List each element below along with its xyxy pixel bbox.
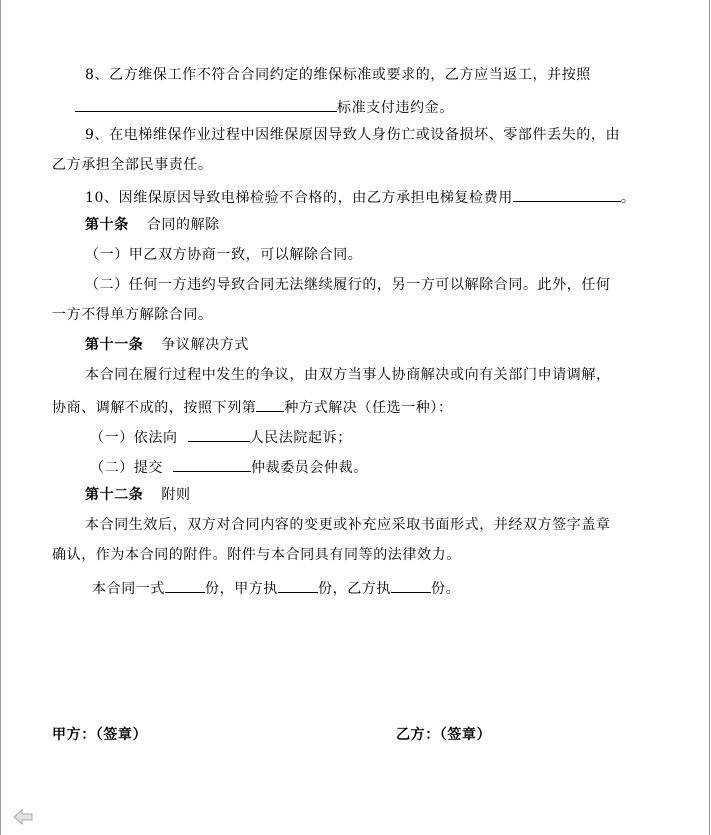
signature-party-a: 甲方：（签章）: [52, 727, 148, 743]
article-10-item-2-text: （二）任何一方违约导致合同无法继续履行的，另一方可以解除合同。此外，任何: [85, 277, 611, 293]
article-11-para-line-2: [52, 396, 453, 417]
article-11-heading: 第十一条: [85, 337, 144, 353]
blank-party-a-copies: [278, 577, 318, 593]
page-border-left: [0, 0, 1, 835]
blank-standard: [75, 96, 337, 112]
copies-line: [92, 577, 460, 598]
article-10-heading-line: [85, 216, 220, 234]
clause-8-line-2: [75, 96, 454, 117]
clause-9-line-2: [52, 156, 213, 174]
article-11-option-2: [90, 456, 368, 477]
clause-8-text: 8、乙方维保工作不符合合同约定的维保标准或要求的，乙方应当返工，并按照: [85, 67, 591, 83]
article-10-heading: 第十条: [85, 217, 129, 233]
article-12-title: 附则: [161, 487, 191, 503]
option-2-post: 仲裁委员会仲裁。: [251, 460, 368, 476]
clause-9-text: 9、在电梯维保作业过程中因维保原因导致人身伤亡或设备损坏、零部件丢失的，由: [85, 127, 621, 143]
article-11-para-post: 种方式解决（任选一种）：: [284, 400, 453, 416]
clause-8-tail: 标准支付违约金。: [337, 100, 454, 116]
clause-10-text: 10、因维保原因导致电梯检验不合格的，由乙方承担电梯复检费用: [85, 190, 513, 206]
blank-party-b-copies: [391, 577, 431, 593]
blank-total-copies: [165, 577, 205, 593]
option-1-pre: （一）依法向: [90, 430, 178, 446]
blank-arbitration-name: [173, 456, 251, 472]
page-border-right: [709, 0, 710, 835]
article-11-heading-line: [85, 336, 249, 354]
article-10-item-1-text: （一）甲乙双方协商一致，可以解除合同。: [85, 247, 363, 263]
article-12-para-line-2: [52, 546, 461, 564]
back-arrow-icon[interactable]: [12, 808, 34, 826]
copies-text-1: 本合同一式: [92, 581, 165, 597]
option-1-post: 人民法院起诉；: [249, 430, 352, 446]
article-11-para-line-1: [85, 366, 611, 384]
article-11-para-pre: 协商、调解不成的，按照下列第: [52, 400, 257, 416]
article-12-heading-line: [85, 486, 191, 504]
clause-9-line-1: [85, 126, 620, 144]
article-12-para-line-1: [85, 516, 611, 534]
signature-party-b: 乙方：（签章）: [396, 727, 492, 743]
copies-text-2: 份，甲方执: [205, 581, 278, 597]
clause-9-tail: 乙方承担全部民事责任。: [52, 157, 213, 173]
article-12-para-tail: 确认，作为本合同的附件。附件与本合同具有同等的法律效力。: [52, 547, 461, 563]
article-10-title: 合同的解除: [146, 217, 220, 233]
article-11-title: 争议解决方式: [161, 337, 250, 353]
article-10-item-2-tail: 一方不得单方解除合同。: [52, 307, 213, 323]
option-2-pre: （二）提交: [90, 460, 163, 476]
article-10-item-2-line-1: [85, 276, 611, 294]
blank-reinspection-fee: [513, 186, 621, 202]
article-10-item-2-line-2: [52, 306, 213, 324]
blank-court-name: [188, 426, 250, 442]
article-10-item-1: [85, 246, 362, 264]
article-12-para-text: 本合同生效后，双方对合同内容的变更或补充应采取书面形式，并经双方签字盖章: [85, 517, 611, 533]
clause-10-end: 。: [620, 190, 636, 206]
clause-10-line: [85, 186, 635, 207]
copies-text-3: 份，乙方执: [318, 581, 391, 597]
article-12-heading: 第十二条: [85, 487, 144, 503]
article-11-option-1: [90, 426, 352, 447]
copies-text-4: 份。: [431, 581, 461, 597]
article-11-para-text: 本合同在履行过程中发生的争议，由双方当事人协商解决或向有关部门申请调解，: [85, 367, 611, 383]
blank-method-choice: [256, 396, 284, 412]
clause-8-line-1: [85, 66, 591, 84]
